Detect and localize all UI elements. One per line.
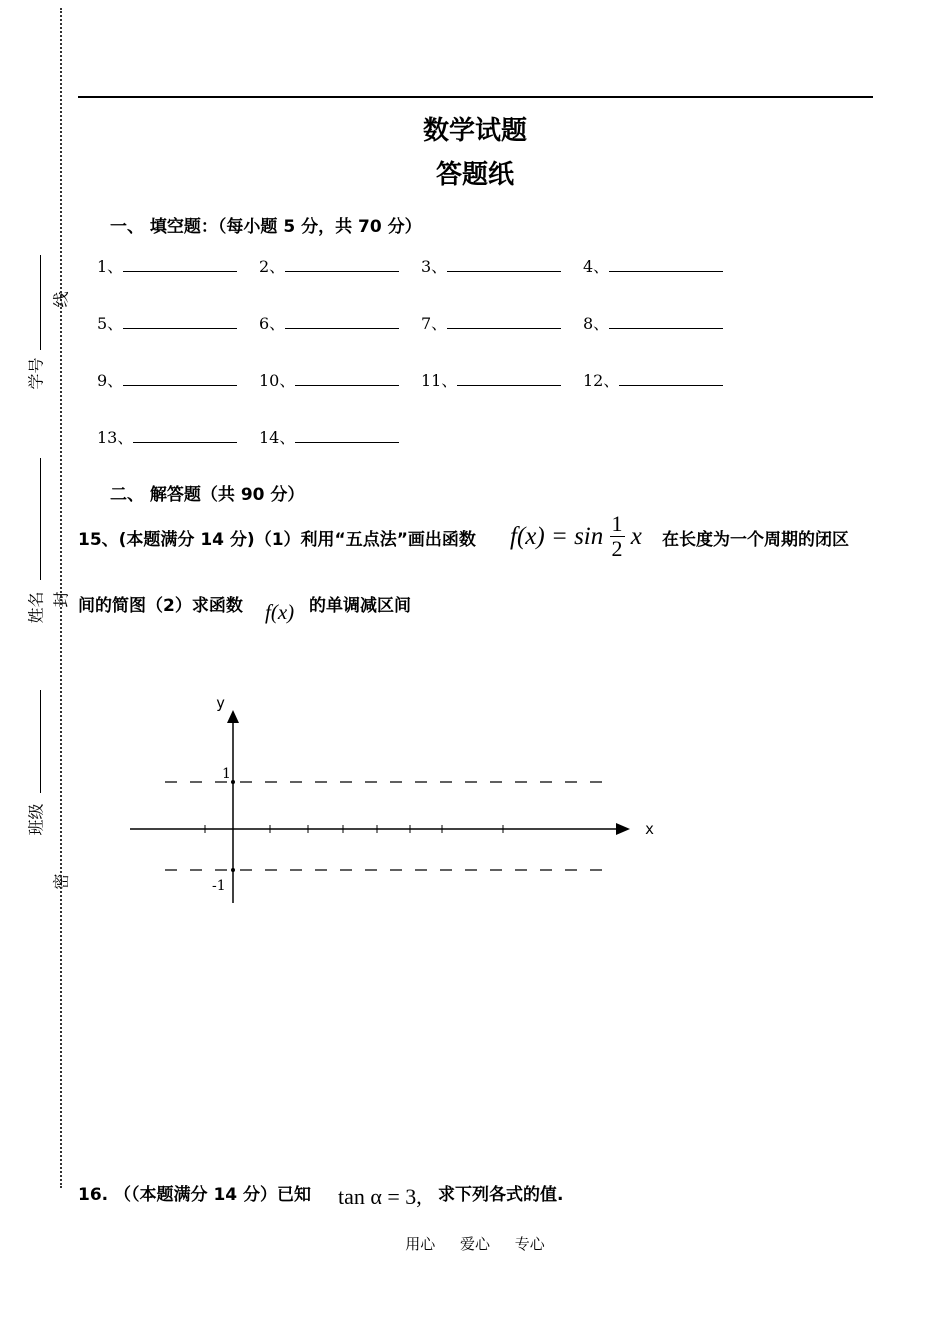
- x-axis-ticks: [205, 780, 503, 872]
- q15-fraction-num: 1: [611, 511, 623, 536]
- header-rule: [78, 96, 873, 98]
- name-label: 姓名: [26, 591, 46, 624]
- q16-formula: tan α = 3,: [338, 1184, 422, 1209]
- q15-formula-var: x: [630, 522, 642, 550]
- q15-formula-small: f(x): [265, 600, 295, 624]
- class-underline: [40, 690, 41, 793]
- seal-char-seal: 封: [51, 591, 71, 608]
- answer-blank-4[interactable]: 4、: [583, 254, 723, 277]
- q15-line1-end: 在长度为一个周期的闭区: [662, 530, 849, 550]
- class-label: 班级: [26, 803, 46, 836]
- page-title: 数学试题: [422, 116, 527, 146]
- sine-graph-axes[interactable]: [120, 688, 670, 910]
- answer-blank-12[interactable]: 12、: [583, 368, 723, 391]
- answer-blank-8[interactable]: 8、: [583, 311, 723, 334]
- seal-char-line: 线: [51, 291, 71, 308]
- section2-heading: 二、 解答题（共 90 分）: [110, 485, 305, 505]
- name-underline: [40, 458, 41, 580]
- y-axis-arrow: [227, 710, 239, 723]
- answer-blank-5[interactable]: 5、: [97, 311, 237, 334]
- section1-heading: 一、 填空题：（每小题 5 分，共 70 分）: [110, 217, 422, 237]
- student-id-underline: [40, 255, 41, 350]
- seal-char-secret: 密: [51, 873, 71, 890]
- q15-line1-text: 15、(本题满分 14 分)（1）利用“五点法”画出函数: [78, 530, 476, 550]
- q15-formula: [510, 512, 642, 561]
- answer-blank-6[interactable]: 6、: [259, 311, 399, 334]
- q15-line2-text: 间的简图（2）求函数: [78, 596, 243, 616]
- q15-line2-end: 的单调减区间: [309, 596, 411, 616]
- y-axis-label: y: [216, 694, 226, 712]
- page-footer: 用心 爱心 专心: [405, 1235, 545, 1253]
- q15-formula-lhs: f(x) = sin: [510, 522, 604, 550]
- q15-fraction-den: 2: [611, 536, 623, 562]
- answer-blank-13[interactable]: 13、: [97, 425, 237, 448]
- q16-text-end: 求下列各式的值.: [438, 1185, 564, 1205]
- answer-blank-11[interactable]: 11、: [421, 368, 561, 391]
- answer-blank-1[interactable]: 1、: [97, 254, 237, 277]
- answer-blank-7[interactable]: 7、: [421, 311, 561, 334]
- answer-blank-14[interactable]: 14、: [259, 425, 399, 448]
- q16-text: 16. （（本题满分 14 分）已知: [78, 1185, 312, 1205]
- tick-label-positive-one: 1: [222, 766, 231, 782]
- answer-blank-2[interactable]: 2、: [259, 254, 399, 277]
- q15-fraction: [610, 512, 625, 561]
- answer-blank-10[interactable]: 10、: [259, 368, 399, 391]
- x-axis-label: x: [645, 820, 655, 838]
- page-subtitle: 答题纸: [435, 160, 514, 190]
- answer-blank-9[interactable]: 9、: [97, 368, 237, 391]
- student-id-label: 学号: [26, 357, 46, 390]
- y-tick-dot: [231, 780, 235, 784]
- answer-blank-3[interactable]: 3、: [421, 254, 561, 277]
- x-axis-arrow: [616, 823, 630, 835]
- y-tick-dot: [231, 868, 235, 872]
- tick-label-negative-one: -1: [212, 878, 226, 894]
